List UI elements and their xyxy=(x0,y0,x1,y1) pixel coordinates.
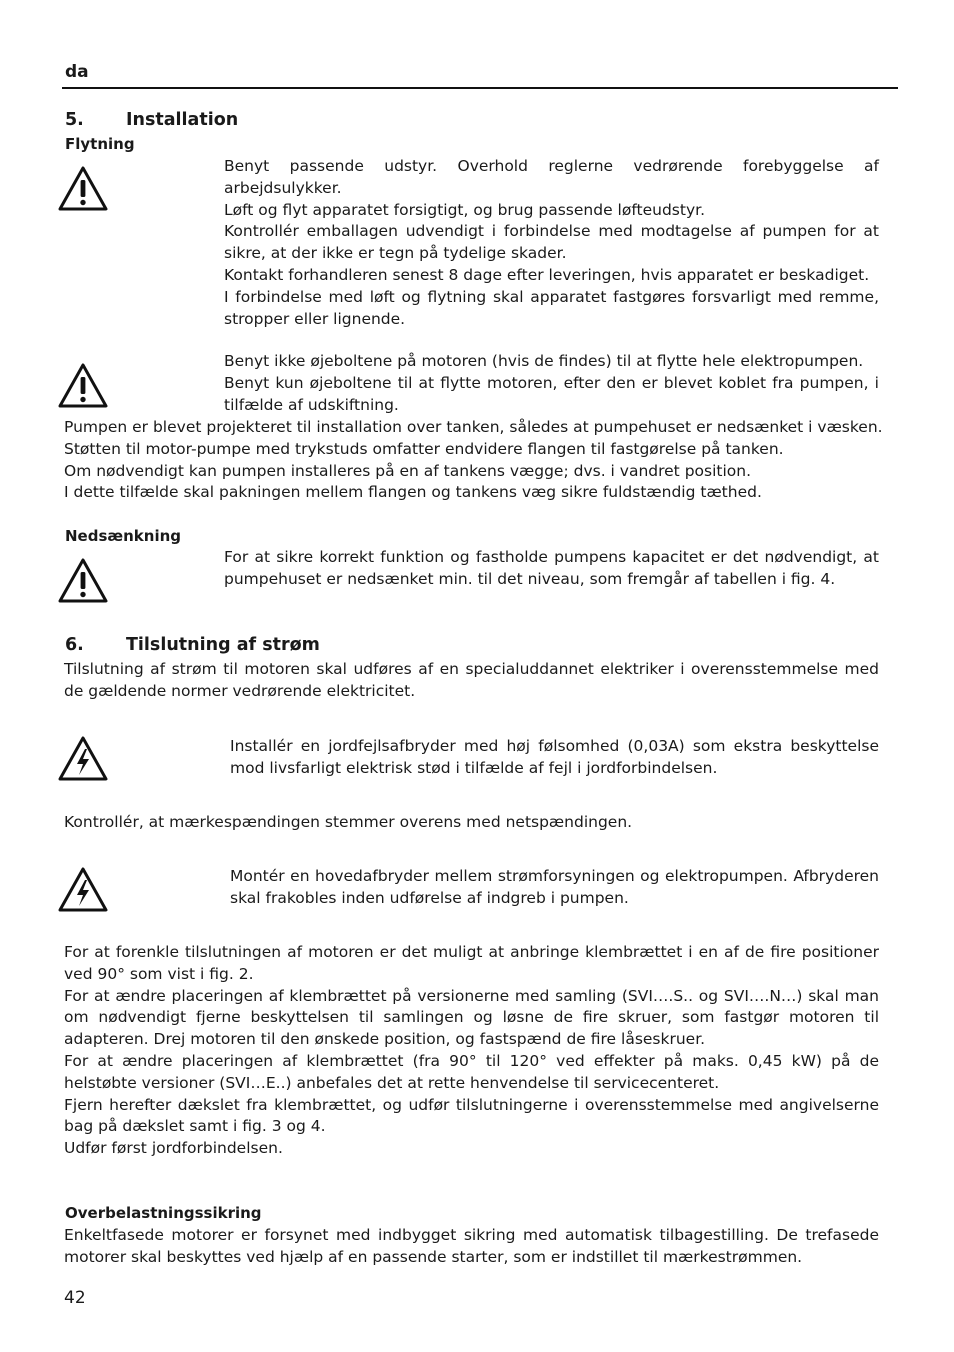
electric-warning-switch xyxy=(230,866,879,910)
page-number: 42 xyxy=(64,1288,86,1308)
paragraph: I dette tilfælde skal pakningen mellem flangen og tankens væg sikre fuldstændig tæthed. xyxy=(64,483,762,502)
paragraph: For at sikre korrekt funktion og fastholde pumpens kapacitet er det nødvendigt, at pumpehuset er nedsænket min. til det niveau, som fremgår af tabellen i fig. 4. xyxy=(224,548,879,588)
voltage-check-text xyxy=(64,812,879,834)
electrical-intro xyxy=(64,659,879,703)
section-title: Tilslutning af strøm xyxy=(126,635,320,655)
paragraph: Udfør først jordforbindelsen. xyxy=(64,1139,283,1158)
warning-block-immersion xyxy=(224,547,879,591)
paragraph: Fjern herefter dækslet fra klembrættet, og udfør tilslutningerne i overensstemmelse med angivelserne bag på dækslet samt i fig. 3 og 4. xyxy=(64,1095,879,1136)
paragraph: Støtten til motor-pumpe med trykstuds omfatter endvidere flangen til fastgørelse på tanken. xyxy=(64,439,784,458)
paragraph: Kontrollér, at mærkespændingen stemmer overens med netspændingen. xyxy=(64,813,633,831)
language-code: da xyxy=(65,62,89,82)
electric-hazard-icon xyxy=(57,866,109,914)
installation-text xyxy=(64,417,884,504)
paragraph: For at ændre placeringen af klembrættet (fra 90° til 120° ved effekter på maks. 0,45 kW) på de helstøbte versioner (SVI…E..) anbefales det at rette henvendelse til servicecenteret. xyxy=(64,1051,879,1092)
paragraph: I forbindelse med løft og flytning skal apparatet fastgøres forsvarligt med remme, stropper eller lignende. xyxy=(224,287,879,328)
electric-hazard-icon xyxy=(57,735,109,783)
section-6-heading xyxy=(65,635,320,655)
paragraph: Kontrollér emballagen udvendigt i forbindelse med modtagelse af pumpen for at sikre, at der ikke er tegn på tydelige skader. xyxy=(224,222,879,263)
paragraph: Pumpen er blevet projekteret til installation over tanken, således at pumpehuset er nedsænket i væsken. xyxy=(64,418,883,436)
section-title: Installation xyxy=(126,110,239,130)
paragraph: Løft og flyt apparatet forsigtigt, og brug passende løfteudstyr. xyxy=(224,200,705,219)
paragraph: Kontakt forhandleren senest 8 dage efter leveringen, hvis apparatet er beskadiget. xyxy=(224,265,870,284)
electric-warning-rcd xyxy=(230,736,879,780)
warning-block-eyebolts xyxy=(224,351,879,416)
paragraph: For at ændre placeringen af klembrættet på versionerne med samling (SVI….S.. og SVI….N…) skal man om nødvendigt fjerne beskyttelsen til samlingen og løsne de fire skruer, som fastgør motoren til adapteren. Drej motoren til den ønskede position, og fastspænd de fire låseskruer. xyxy=(64,986,879,1049)
paragraph: Enkeltfasede motorer er forsynet med indbygget sikring med automatisk tilbagestilling. De trefasede motorer skal beskyttes ved hjælp af en passende starter, som er indstillet til mærkestrømmen. xyxy=(64,1226,879,1266)
paragraph: Benyt kun øjeboltene til at flytte motoren, efter den er blevet koblet fra pumpen, i tilfælde af udskiftning. xyxy=(224,373,879,414)
paragraph: Benyt passende udstyr. Overhold reglerne vedrørende forebyggelse af arbejdsulykker. xyxy=(224,157,879,197)
paragraph: For at forenkle tilslutningen af motoren er det muligt at anbringe klembrættet i en af de fire positioner ved 90° som vist i fig. 2. xyxy=(64,943,879,983)
subheading-overload: Overbelastningssikring xyxy=(65,1204,262,1222)
header-rule xyxy=(62,87,898,89)
paragraph: Benyt ikke øjeboltene på motoren (hvis de findes) til at flytte hele elektropumpen. xyxy=(224,352,864,370)
paragraph: Montér en hovedafbryder mellem strømforsyningen og elektropumpen. Afbryderen skal frakobles inden udførelse af indgreb i pumpen. xyxy=(230,867,879,907)
section-number: 6. xyxy=(65,635,84,655)
warning-icon xyxy=(57,557,109,605)
warning-icon xyxy=(57,362,109,410)
section-5-heading xyxy=(65,110,238,130)
paragraph: Om nødvendigt kan pumpen installeres på en af tankens vægge; dvs. i vandret position. xyxy=(64,461,752,480)
section-number: 5. xyxy=(65,110,84,130)
paragraph: Installér en jordfejlsafbryder med høj følsomhed (0,03A) som ekstra beskyttelse mod livsfarligt elektrisk stød i tilfælde af fejl i jordforbindelsen. xyxy=(230,737,879,777)
warning-icon xyxy=(57,165,109,213)
warning-block-handling xyxy=(224,156,879,330)
paragraph: Tilslutning af strøm til motoren skal udføres af en specialuddannet elektriker i overensstemmelse med de gældende normer vedrørende elektricitet. xyxy=(64,660,879,700)
subheading-nedsaenkning: Nedsænkning xyxy=(65,527,182,545)
overload-text xyxy=(64,1225,879,1269)
terminal-board-text xyxy=(64,942,879,1160)
subheading-flytning: Flytning xyxy=(65,135,135,153)
